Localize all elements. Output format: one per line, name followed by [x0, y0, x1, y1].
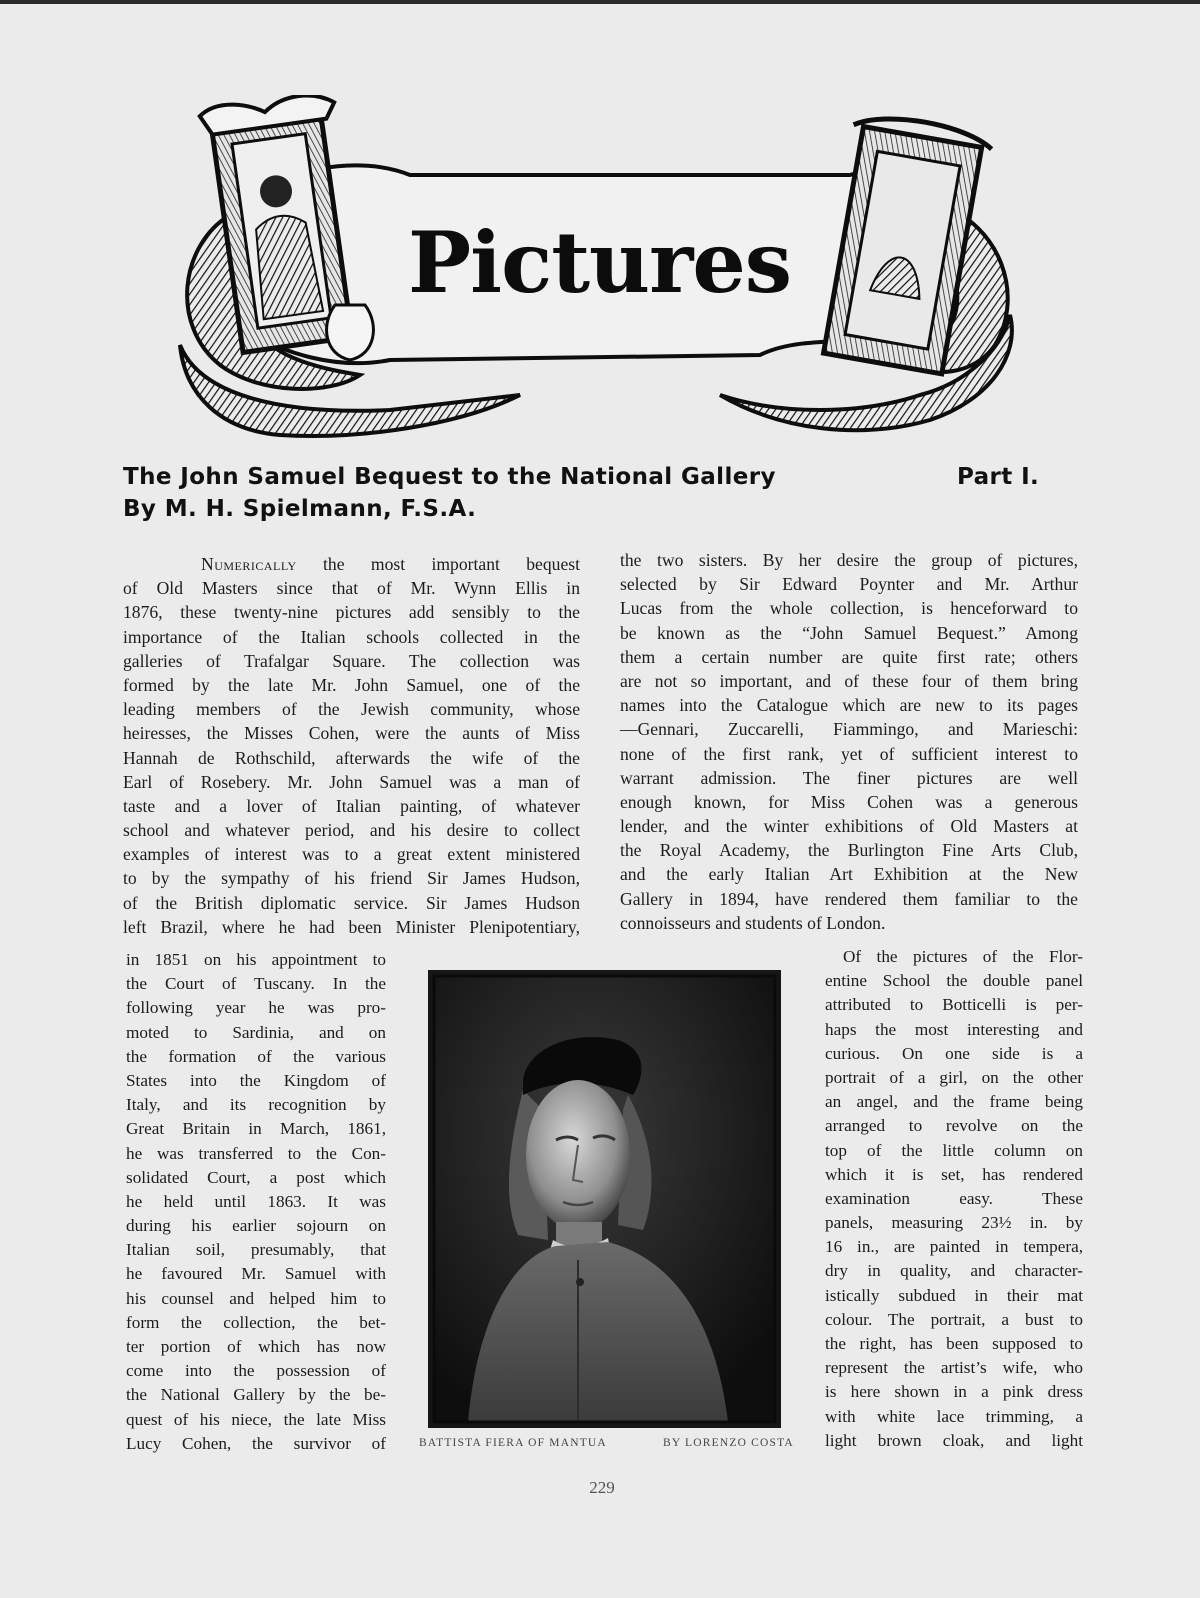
text-line: panels, measuring 23½ in. by — [825, 1213, 1083, 1233]
lead-word: Numerically — [201, 554, 297, 574]
text-line: during his earlier sojourn on — [126, 1216, 386, 1236]
text-line: connoisseurs and students of London. — [620, 912, 886, 933]
text-line: he was transferred to the Con- — [126, 1143, 386, 1163]
text-line: the National Gallery by the be- — [126, 1385, 386, 1405]
text-line: enough known, for Miss Cohen was a generous — [620, 791, 1078, 812]
text-line: istically subdued in their mat — [825, 1285, 1083, 1305]
text-line: attributed to Botticelli is per- — [825, 995, 1083, 1015]
text-line: an angel, and the frame being — [825, 1092, 1083, 1112]
text-line: —Gennari, Zuccarelli, Fiammingo, and Marieschi: — [620, 719, 1078, 740]
pictures-banner — [160, 95, 1030, 440]
text-line: leading members of the Jewish community, whose — [123, 699, 580, 720]
text-line: the Royal Academy, the Burlington Fine Arts Club, — [620, 840, 1078, 861]
text-line: Hannah de Rothschild, afterwards the wife of the — [123, 747, 580, 768]
text-line: he held until 1863. It was — [126, 1191, 386, 1211]
text-line: of Old Masters since that of Mr. Wynn Ellis in — [123, 578, 580, 599]
text-line: light brown cloak, and light — [825, 1430, 1083, 1450]
text-line: is here shown in a pink dress — [825, 1382, 1083, 1402]
text-line: portrait of a girl, on the other — [825, 1067, 1083, 1087]
article-byline: By M. H. Spielmann, F.S.A. — [123, 496, 477, 522]
text-line: are not so important, and of these four of them bring — [620, 670, 1078, 691]
text-line: none of the first rank, yet of sufficient interest to — [620, 743, 1078, 764]
portrait-image — [428, 970, 781, 1428]
text-line: be known as the “John Samuel Bequest.” Among — [620, 622, 1078, 643]
text-line: examples of interest was to a great extent ministered — [123, 844, 580, 865]
text-line: moted to Sardinia, and on — [126, 1022, 386, 1042]
text-line: the formation of the various — [126, 1046, 386, 1066]
text-line: taste and a lover of Italian painting, of whatever — [123, 795, 580, 816]
text-line: examination easy. These — [825, 1188, 1083, 1208]
figure-caption-artist: BY LORENZO COSTA — [663, 1437, 794, 1449]
text-line: he favoured Mr. Samuel with — [126, 1264, 386, 1284]
text-line: selected by Sir Edward Poynter and Mr. Arthur — [620, 574, 1078, 595]
article-part-label: Part I. — [957, 464, 1040, 490]
text-line: galleries of Trafalgar Square. The collection was — [123, 650, 580, 671]
text-line: come into the possession of — [126, 1361, 386, 1381]
text-line: Lucy Cohen, the survivor of — [126, 1433, 386, 1453]
text-line: top of the little column on — [825, 1140, 1083, 1160]
text-line: warrant admission. The finer pictures are well — [620, 767, 1078, 788]
text-line: names into the Catalogue which are new to its pages — [620, 695, 1078, 716]
top-edge-rule — [0, 0, 1200, 4]
text-line: Great Britain in March, 1861, — [126, 1119, 386, 1139]
text-line: 1876, these twenty-nine pictures add sensibly to the — [123, 602, 580, 623]
text-line: his counsel and helped him to — [126, 1288, 386, 1308]
page-number: 229 — [589, 1478, 615, 1497]
article-headline: The John Samuel Bequest to the National Gallery — [123, 464, 776, 490]
text-line: importance of the Italian schools collected in the — [123, 626, 580, 647]
left-narrow-column — [126, 948, 386, 1456]
text-line: Italy, and its recognition by — [126, 1095, 386, 1115]
left-column — [123, 552, 580, 939]
text-line: school and whatever period, and his desire to collect — [123, 820, 580, 841]
text-line: represent the artist’s wife, who — [825, 1358, 1083, 1378]
text-line: to by the sympathy of his friend Sir James Hudson, — [123, 868, 580, 889]
text-line: them a certain number are quite first rate; others — [620, 646, 1078, 667]
text-line: form the collection, the bet- — [126, 1312, 386, 1332]
right-column — [620, 548, 1078, 935]
lead-line-rest: the most important bequest — [296, 554, 580, 574]
right-narrow-column — [825, 945, 1083, 1453]
text-line: the Court of Tuscany. In the — [126, 974, 386, 994]
text-line: 16 in., are painted in tempera, — [825, 1237, 1083, 1257]
text-line — [123, 552, 580, 576]
text-line: which it is set, has rendered — [825, 1164, 1083, 1184]
text-line: heiresses, the Misses Cohen, were the aunts of Miss — [123, 723, 580, 744]
text-line: Italian soil, presumably, that — [126, 1240, 386, 1260]
text-line: the right, has been supposed to — [825, 1334, 1083, 1353]
text-line: the two sisters. By her desire the group of pictures, — [620, 550, 1078, 570]
text-line: in 1851 on his appointment to — [126, 950, 386, 969]
text-line: left Brazil, where he had been Minister Plenipotentiary, — [123, 916, 580, 937]
figure-caption-subject: BATTISTA FIERA OF MANTUA — [419, 1437, 607, 1449]
text-line: solidated Court, a post which — [126, 1167, 386, 1187]
text-line: colour. The portrait, a bust to — [825, 1309, 1083, 1329]
text-line: haps the most interesting and — [825, 1019, 1083, 1039]
text-line: quest of his niece, the late Miss — [126, 1409, 386, 1429]
text-line: lender, and the winter exhibitions of Old Masters at — [620, 816, 1078, 837]
text-line: arranged to revolve on the — [825, 1116, 1083, 1136]
banner-title: Pictures — [408, 213, 792, 312]
text-line: entine School the double panel — [825, 971, 1083, 991]
portrait-figure — [428, 970, 781, 1428]
text-line: Earl of Rosebery. Mr. John Samuel was a man of — [123, 771, 580, 792]
text-line: States into the Kingdom of — [126, 1070, 386, 1090]
text-line: following year he was pro- — [126, 998, 386, 1018]
text-line: Of the pictures of the Flor- — [843, 947, 1083, 966]
text-line: formed by the late Mr. John Samuel, one of the — [123, 674, 580, 695]
text-line: Lucas from the whole collection, is henceforward to — [620, 598, 1078, 619]
text-line: curious. On one side is a — [825, 1043, 1083, 1063]
text-line: Gallery in 1894, have rendered them familiar to the — [620, 888, 1078, 909]
text-line: of the British diplomatic service. Sir James Hudson — [123, 892, 580, 913]
text-line: and the early Italian Art Exhibition at the New — [620, 864, 1078, 885]
text-line: ter portion of which has now — [126, 1337, 386, 1356]
text-line: with white lace trimming, a — [825, 1406, 1083, 1426]
text-line: dry in quality, and character- — [825, 1261, 1083, 1281]
